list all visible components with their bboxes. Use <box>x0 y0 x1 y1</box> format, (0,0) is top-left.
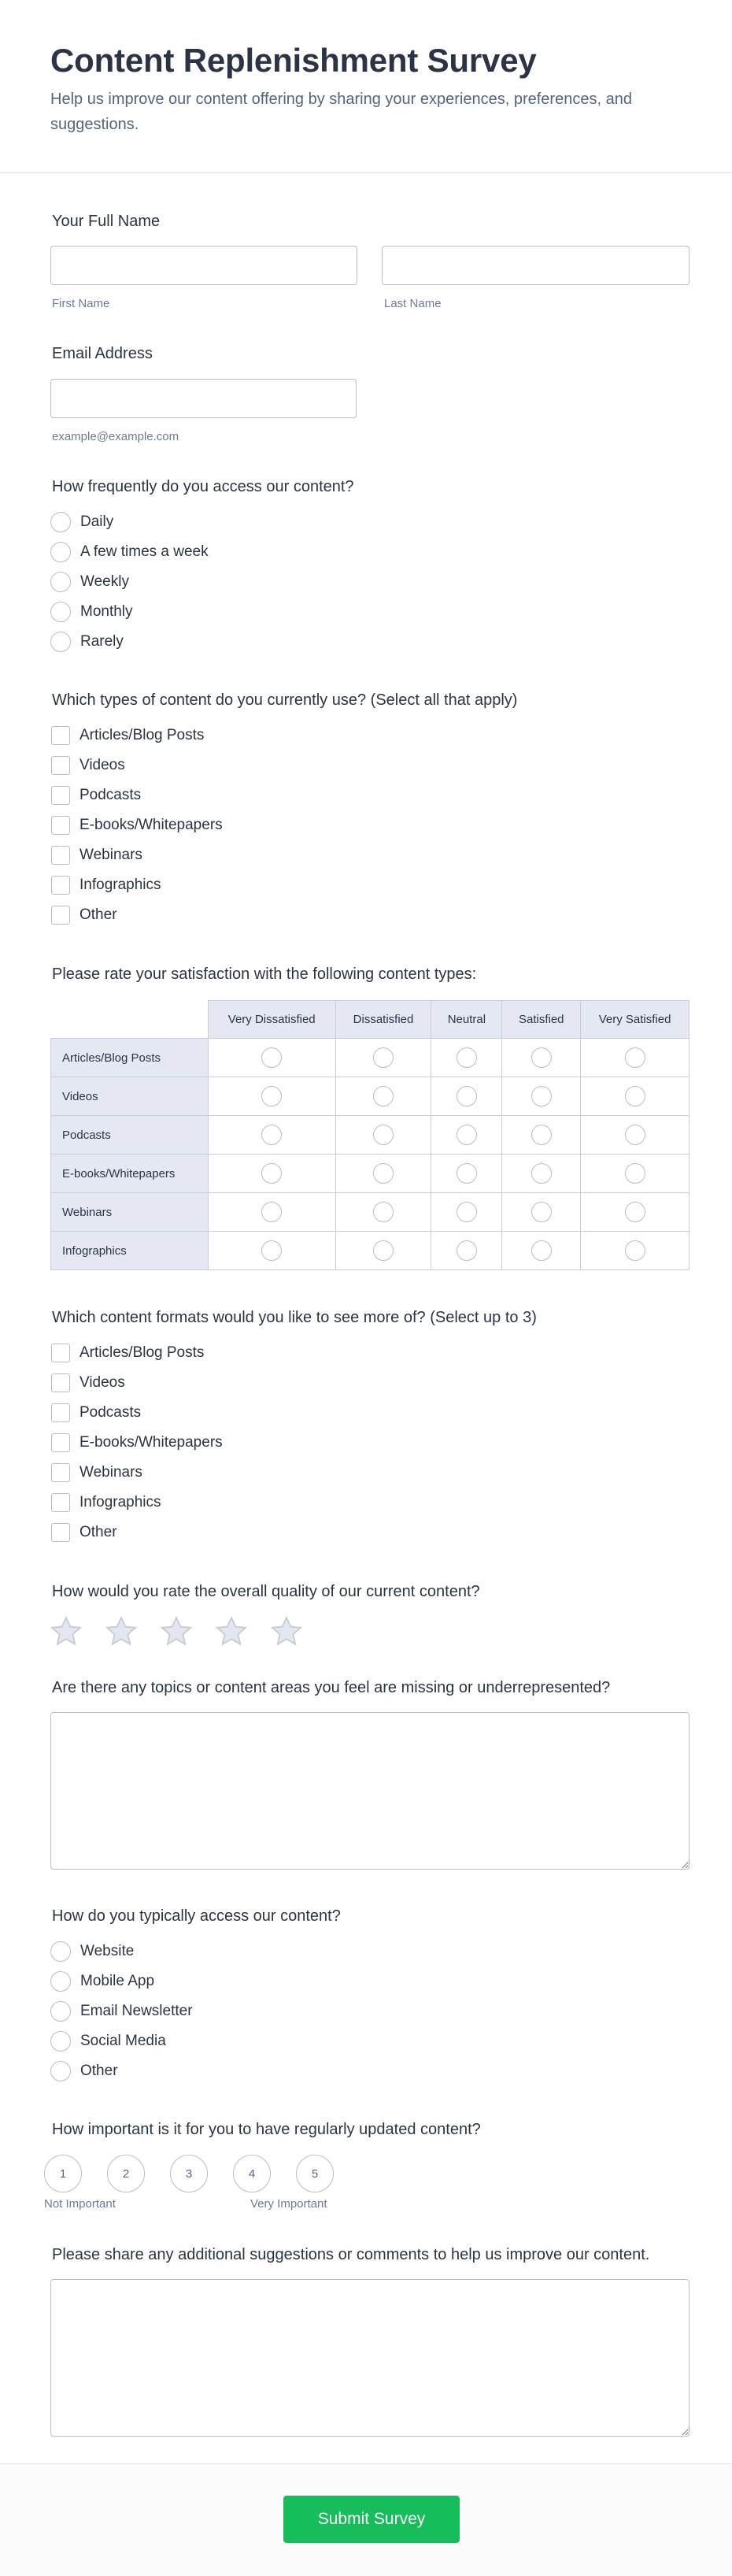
matrix-radio[interactable] <box>531 1047 552 1068</box>
matrix-radio[interactable] <box>625 1163 645 1184</box>
types-used-option[interactable] <box>50 903 117 927</box>
formats-more-option[interactable] <box>50 1461 142 1484</box>
matrix-radio[interactable] <box>531 1163 552 1184</box>
formats-more-question: Which content formats would you like to see more of? (Select up to 3) <box>52 1309 537 1326</box>
matrix-radio[interactable] <box>373 1125 394 1145</box>
frequency-option[interactable] <box>50 630 124 654</box>
checkbox[interactable] <box>51 816 70 835</box>
matrix-radio[interactable] <box>531 1240 552 1261</box>
star-rating <box>49 1614 324 1649</box>
matrix-radio[interactable] <box>625 1047 645 1068</box>
matrix-radio[interactable] <box>457 1047 477 1068</box>
matrix-radio[interactable] <box>373 1202 394 1222</box>
matrix-column-header: Very Satisfied <box>581 1001 689 1039</box>
option-label: A few times a week <box>80 543 209 560</box>
matrix-radio[interactable] <box>261 1125 282 1145</box>
scale-option[interactable]: 5 <box>296 2155 334 2192</box>
checkbox[interactable] <box>51 1373 70 1392</box>
last-name-sublabel: Last Name <box>384 297 442 310</box>
missing-topics-question: Are there any topics or content areas you feel are missing or underrepresented? <box>52 1679 611 1696</box>
checkbox[interactable] <box>51 1523 70 1542</box>
option-label: Mobile App <box>80 1973 155 1989</box>
checkbox[interactable] <box>51 1463 70 1482</box>
access-option[interactable] <box>50 2000 193 2023</box>
matrix-radio[interactable] <box>625 1086 645 1106</box>
satisfaction-question: Please rate your satisfaction with the following content types: <box>52 966 477 983</box>
first-name-sublabel: First Name <box>52 297 110 310</box>
satisfaction-matrix <box>50 1000 689 1270</box>
missing-topics-textarea[interactable] <box>50 1712 689 1870</box>
frequency-option[interactable] <box>50 570 129 594</box>
matrix-radio[interactable] <box>373 1240 394 1261</box>
matrix-row-label: Articles/Blog Posts <box>51 1039 209 1077</box>
types-used-option[interactable] <box>50 784 141 807</box>
matrix-column-header: Very Dissatisfied <box>208 1001 335 1039</box>
matrix-row-label: Podcasts <box>51 1116 209 1155</box>
option-label: Other <box>80 2063 118 2079</box>
star-icon[interactable] <box>269 1614 304 1649</box>
star-icon[interactable] <box>214 1614 249 1649</box>
matrix-radio[interactable] <box>531 1202 552 1222</box>
radio-button[interactable] <box>50 542 71 562</box>
email-sublabel: example@example.com <box>52 430 179 443</box>
types-used-option[interactable] <box>50 814 223 837</box>
form-title: Content Replenishment Survey <box>50 42 537 79</box>
option-label: Email Newsletter <box>80 2003 193 2019</box>
option-label: Weekly <box>80 573 129 590</box>
matrix-row <box>51 1155 689 1193</box>
checkbox[interactable] <box>51 1403 70 1422</box>
email-input[interactable] <box>50 379 357 418</box>
option-label: Podcasts <box>79 1404 142 1421</box>
checkbox[interactable] <box>51 1493 70 1512</box>
option-label: Infographics <box>79 877 161 893</box>
checkbox[interactable] <box>51 726 70 745</box>
form-description: Help us improve our content offering by sharing your experiences, preferences, and suggestions. <box>50 91 632 133</box>
matrix-radio[interactable] <box>457 1125 477 1145</box>
suggestions-textarea[interactable] <box>50 2279 689 2437</box>
matrix-radio[interactable] <box>531 1086 552 1106</box>
checkbox[interactable] <box>51 1344 70 1362</box>
radio-button[interactable] <box>50 512 71 532</box>
option-label: Articles/Blog Posts <box>79 1344 205 1361</box>
frequency-option[interactable] <box>50 600 133 624</box>
quality-question: How would you rate the overall quality of our current content? <box>52 1583 480 1600</box>
matrix-radio[interactable] <box>261 1047 282 1068</box>
matrix-radio[interactable] <box>373 1047 394 1068</box>
types-used-option[interactable] <box>50 873 161 897</box>
scale-option[interactable]: 4 <box>233 2155 271 2192</box>
star-icon[interactable] <box>159 1614 194 1649</box>
option-label: Videos <box>79 757 125 773</box>
importance-question: How important is it for you to have regularly updated content? <box>52 2121 481 2138</box>
matrix-column-header: Neutral <box>431 1001 502 1039</box>
access-option[interactable] <box>50 1940 134 1963</box>
form-footer <box>0 2463 732 2576</box>
matrix-radio[interactable] <box>457 1240 477 1261</box>
frequency-question: How frequently do you access our content? <box>52 478 354 495</box>
matrix-radio[interactable] <box>261 1163 282 1184</box>
importance-scale <box>44 2155 359 2192</box>
option-label: Monthly <box>80 603 133 620</box>
matrix-radio[interactable] <box>457 1086 477 1106</box>
last-name-input[interactable] <box>382 246 689 285</box>
radio-button[interactable] <box>50 1971 71 1992</box>
matrix-radio[interactable] <box>625 1125 645 1145</box>
types-used-question: Which types of content do you currently use? (Select all that apply) <box>52 691 518 709</box>
frequency-option[interactable] <box>50 510 113 534</box>
formats-more-option[interactable] <box>50 1371 125 1395</box>
scale-option[interactable]: 2 <box>107 2155 145 2192</box>
option-label: E-books/Whitepapers <box>79 817 223 833</box>
matrix-column-header: Dissatisfied <box>335 1001 431 1039</box>
matrix-row <box>51 1039 689 1077</box>
option-label: Other <box>79 906 117 923</box>
form-header <box>0 0 732 173</box>
access-option[interactable] <box>50 2029 166 2053</box>
suggestions-question: Please share any additional suggestions or comments to help us improve our content. <box>52 2246 650 2263</box>
radio-button[interactable] <box>50 2001 71 2022</box>
option-label: Daily <box>80 513 114 530</box>
option-label: Articles/Blog Posts <box>79 727 205 743</box>
formats-more-option[interactable] <box>50 1401 141 1425</box>
matrix-row <box>51 1116 689 1155</box>
formats-more-option[interactable] <box>50 1521 117 1544</box>
matrix-radio[interactable] <box>457 1202 477 1222</box>
access-option[interactable] <box>50 2059 118 2083</box>
matrix-row-label: Webinars <box>51 1193 209 1232</box>
star-icon[interactable] <box>49 1614 83 1649</box>
matrix-row-label: Videos <box>51 1077 209 1116</box>
types-used-option[interactable] <box>50 754 125 777</box>
email-label: Email Address <box>52 345 153 362</box>
access-question: How do you typically access our content? <box>52 1907 341 1925</box>
matrix-radio[interactable] <box>373 1086 394 1106</box>
matrix-radio[interactable] <box>261 1202 282 1222</box>
matrix-row-label: Infographics <box>51 1232 209 1270</box>
option-label: E-books/Whitepapers <box>79 1434 223 1451</box>
option-label: Rarely <box>80 633 124 650</box>
matrix-row <box>51 1193 689 1232</box>
matrix-radio[interactable] <box>261 1240 282 1261</box>
submit-button[interactable]: Submit Survey <box>283 2496 460 2543</box>
checkbox[interactable] <box>51 756 70 775</box>
matrix-row <box>51 1232 689 1270</box>
radio-button[interactable] <box>50 2031 71 2052</box>
matrix-row-label: E-books/Whitepapers <box>51 1155 209 1193</box>
radio-button[interactable] <box>50 1941 71 1962</box>
checkbox[interactable] <box>51 876 70 895</box>
matrix-radio[interactable] <box>531 1125 552 1145</box>
frequency-option[interactable] <box>50 540 209 564</box>
option-label: Website <box>80 1943 135 1959</box>
matrix-column-header: Satisfied <box>502 1001 581 1039</box>
matrix-row <box>51 1077 689 1116</box>
option-label: Infographics <box>79 1494 161 1510</box>
checkbox[interactable] <box>51 906 70 925</box>
scale-low-label: Not Important <box>44 2197 116 2211</box>
checkbox[interactable] <box>51 846 70 865</box>
formats-more-option[interactable] <box>50 1491 161 1514</box>
radio-button[interactable] <box>50 2061 71 2081</box>
star-icon[interactable] <box>104 1614 139 1649</box>
matrix-radio[interactable] <box>625 1202 645 1222</box>
scale-option[interactable]: 1 <box>44 2155 82 2192</box>
formats-more-option[interactable] <box>50 1341 204 1365</box>
matrix-radio[interactable] <box>261 1086 282 1106</box>
option-label: Webinars <box>79 847 142 863</box>
formats-more-option[interactable] <box>50 1431 223 1455</box>
option-label: Videos <box>79 1374 125 1391</box>
radio-button[interactable] <box>50 572 71 592</box>
option-label: Social Media <box>80 2033 166 2049</box>
option-label: Podcasts <box>79 787 142 803</box>
option-label: Other <box>79 1524 117 1540</box>
checkbox[interactable] <box>51 786 70 805</box>
checkbox[interactable] <box>51 1433 70 1452</box>
matrix-radio[interactable] <box>373 1163 394 1184</box>
types-used-option[interactable] <box>50 724 204 747</box>
scale-high-label: Very Important <box>250 2197 327 2211</box>
radio-button[interactable] <box>50 632 71 652</box>
option-label: Webinars <box>79 1464 142 1481</box>
radio-button[interactable] <box>50 602 71 622</box>
types-used-option[interactable] <box>50 843 142 867</box>
matrix-radio[interactable] <box>457 1163 477 1184</box>
full-name-label: Your Full Name <box>52 213 161 230</box>
matrix-radio[interactable] <box>625 1240 645 1261</box>
access-option[interactable] <box>50 1970 154 1993</box>
scale-option[interactable]: 3 <box>170 2155 208 2192</box>
first-name-input[interactable] <box>50 246 357 285</box>
